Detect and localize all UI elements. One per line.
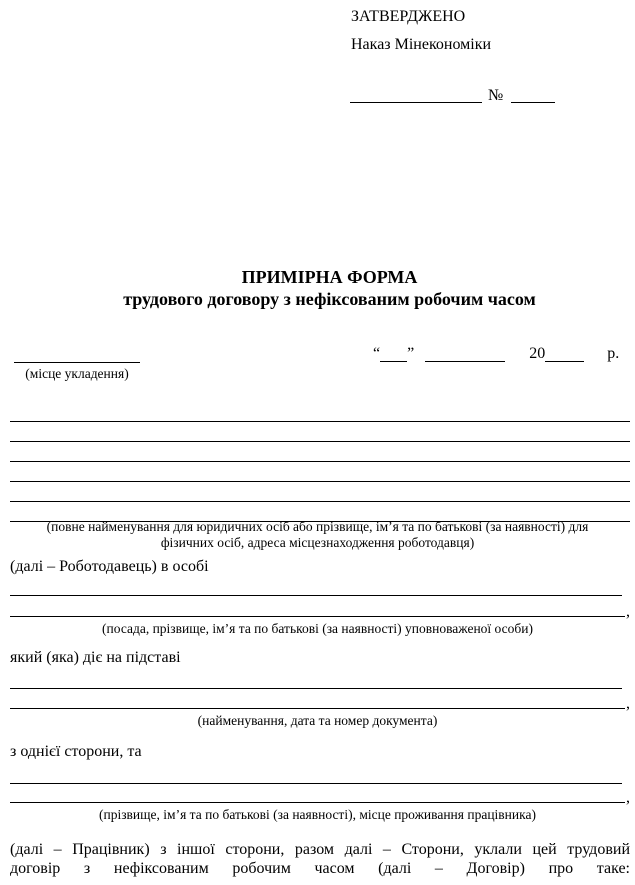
blank-line — [10, 442, 630, 462]
basis-document-blank-row-2 — [10, 692, 630, 712]
date-year-blank — [545, 346, 584, 362]
worker-caption: (прізвище, ім’я та по батькові (за наявності), місце проживання працівника) — [99, 807, 536, 822]
basis-document-blank-2 — [10, 692, 625, 709]
worker-blank-2 — [10, 786, 625, 803]
employer-caption-line-2: фізичних осіб, адреса місцезнаходження роботодавця) — [160, 535, 475, 550]
date-year-prefix: 20 — [529, 345, 546, 362]
acts-on-basis-text: який (яка) діє на підставі — [10, 649, 181, 666]
authorized-person-blank-1 — [10, 579, 622, 596]
trailing-comma: , — [626, 603, 630, 620]
place-blank — [14, 346, 140, 363]
approved-stamp-label: ЗАТВЕРДЖЕНО — [351, 8, 466, 25]
date-month-blank — [425, 346, 505, 362]
trailing-comma: , — [626, 789, 630, 806]
date-close-quote: ” — [407, 345, 415, 362]
authorized-person-blank-2 — [10, 600, 625, 617]
blank-line — [10, 422, 630, 442]
employer-intro-text: (далі – Роботодавець) в особі — [10, 558, 209, 575]
basis-document-caption: (найменування, дата та номер документа) — [197, 713, 438, 728]
date-day-blank — [380, 346, 407, 362]
date-open-quote: “ — [373, 345, 381, 362]
blank-line — [10, 402, 630, 422]
order-source-label: Наказ Мінекономіки — [351, 36, 492, 53]
order-date-blank — [350, 88, 482, 103]
basis-document-blank-1 — [10, 672, 622, 689]
closing-line-1: (далі – Працівник) з іншої сторони, разом далі – Сторони, уклали цей трудовий — [10, 841, 630, 858]
place-caption: (місце укладення) — [25, 366, 129, 381]
order-number-blank — [511, 88, 555, 103]
closing-line-2: договір з нефіксованим робочим часом (далі – Договір) про таке: — [10, 860, 630, 877]
blank-line — [10, 482, 630, 502]
worker-blank-1 — [10, 767, 622, 784]
date-row — [373, 345, 619, 362]
numero-sign: № — [488, 87, 504, 104]
blank-line — [10, 462, 630, 482]
date-year-suffix: р. — [607, 345, 620, 362]
order-number-row — [350, 88, 555, 103]
form-title: ПРИМІРНА ФОРМА — [241, 267, 418, 287]
worker-blank-row-2 — [10, 786, 630, 806]
form-subtitle: трудового договору з нефіксованим робочим часом — [123, 289, 536, 309]
employer-caption-line-1: (повне найменування для юридичних осіб або прізвище, ім’я та по батькові (за наявності) для — [46, 519, 589, 534]
one-side-text: з однієї сторони, та — [10, 743, 142, 760]
authorized-person-blank-row-2 — [10, 600, 630, 620]
trailing-comma: , — [626, 695, 630, 712]
closing-paragraph — [10, 840, 630, 878]
employer-details-lines — [10, 402, 630, 522]
authorized-person-caption: (посада, прізвище, ім’я та по батькові (за наявності) уповноваженої особи) — [102, 621, 533, 636]
